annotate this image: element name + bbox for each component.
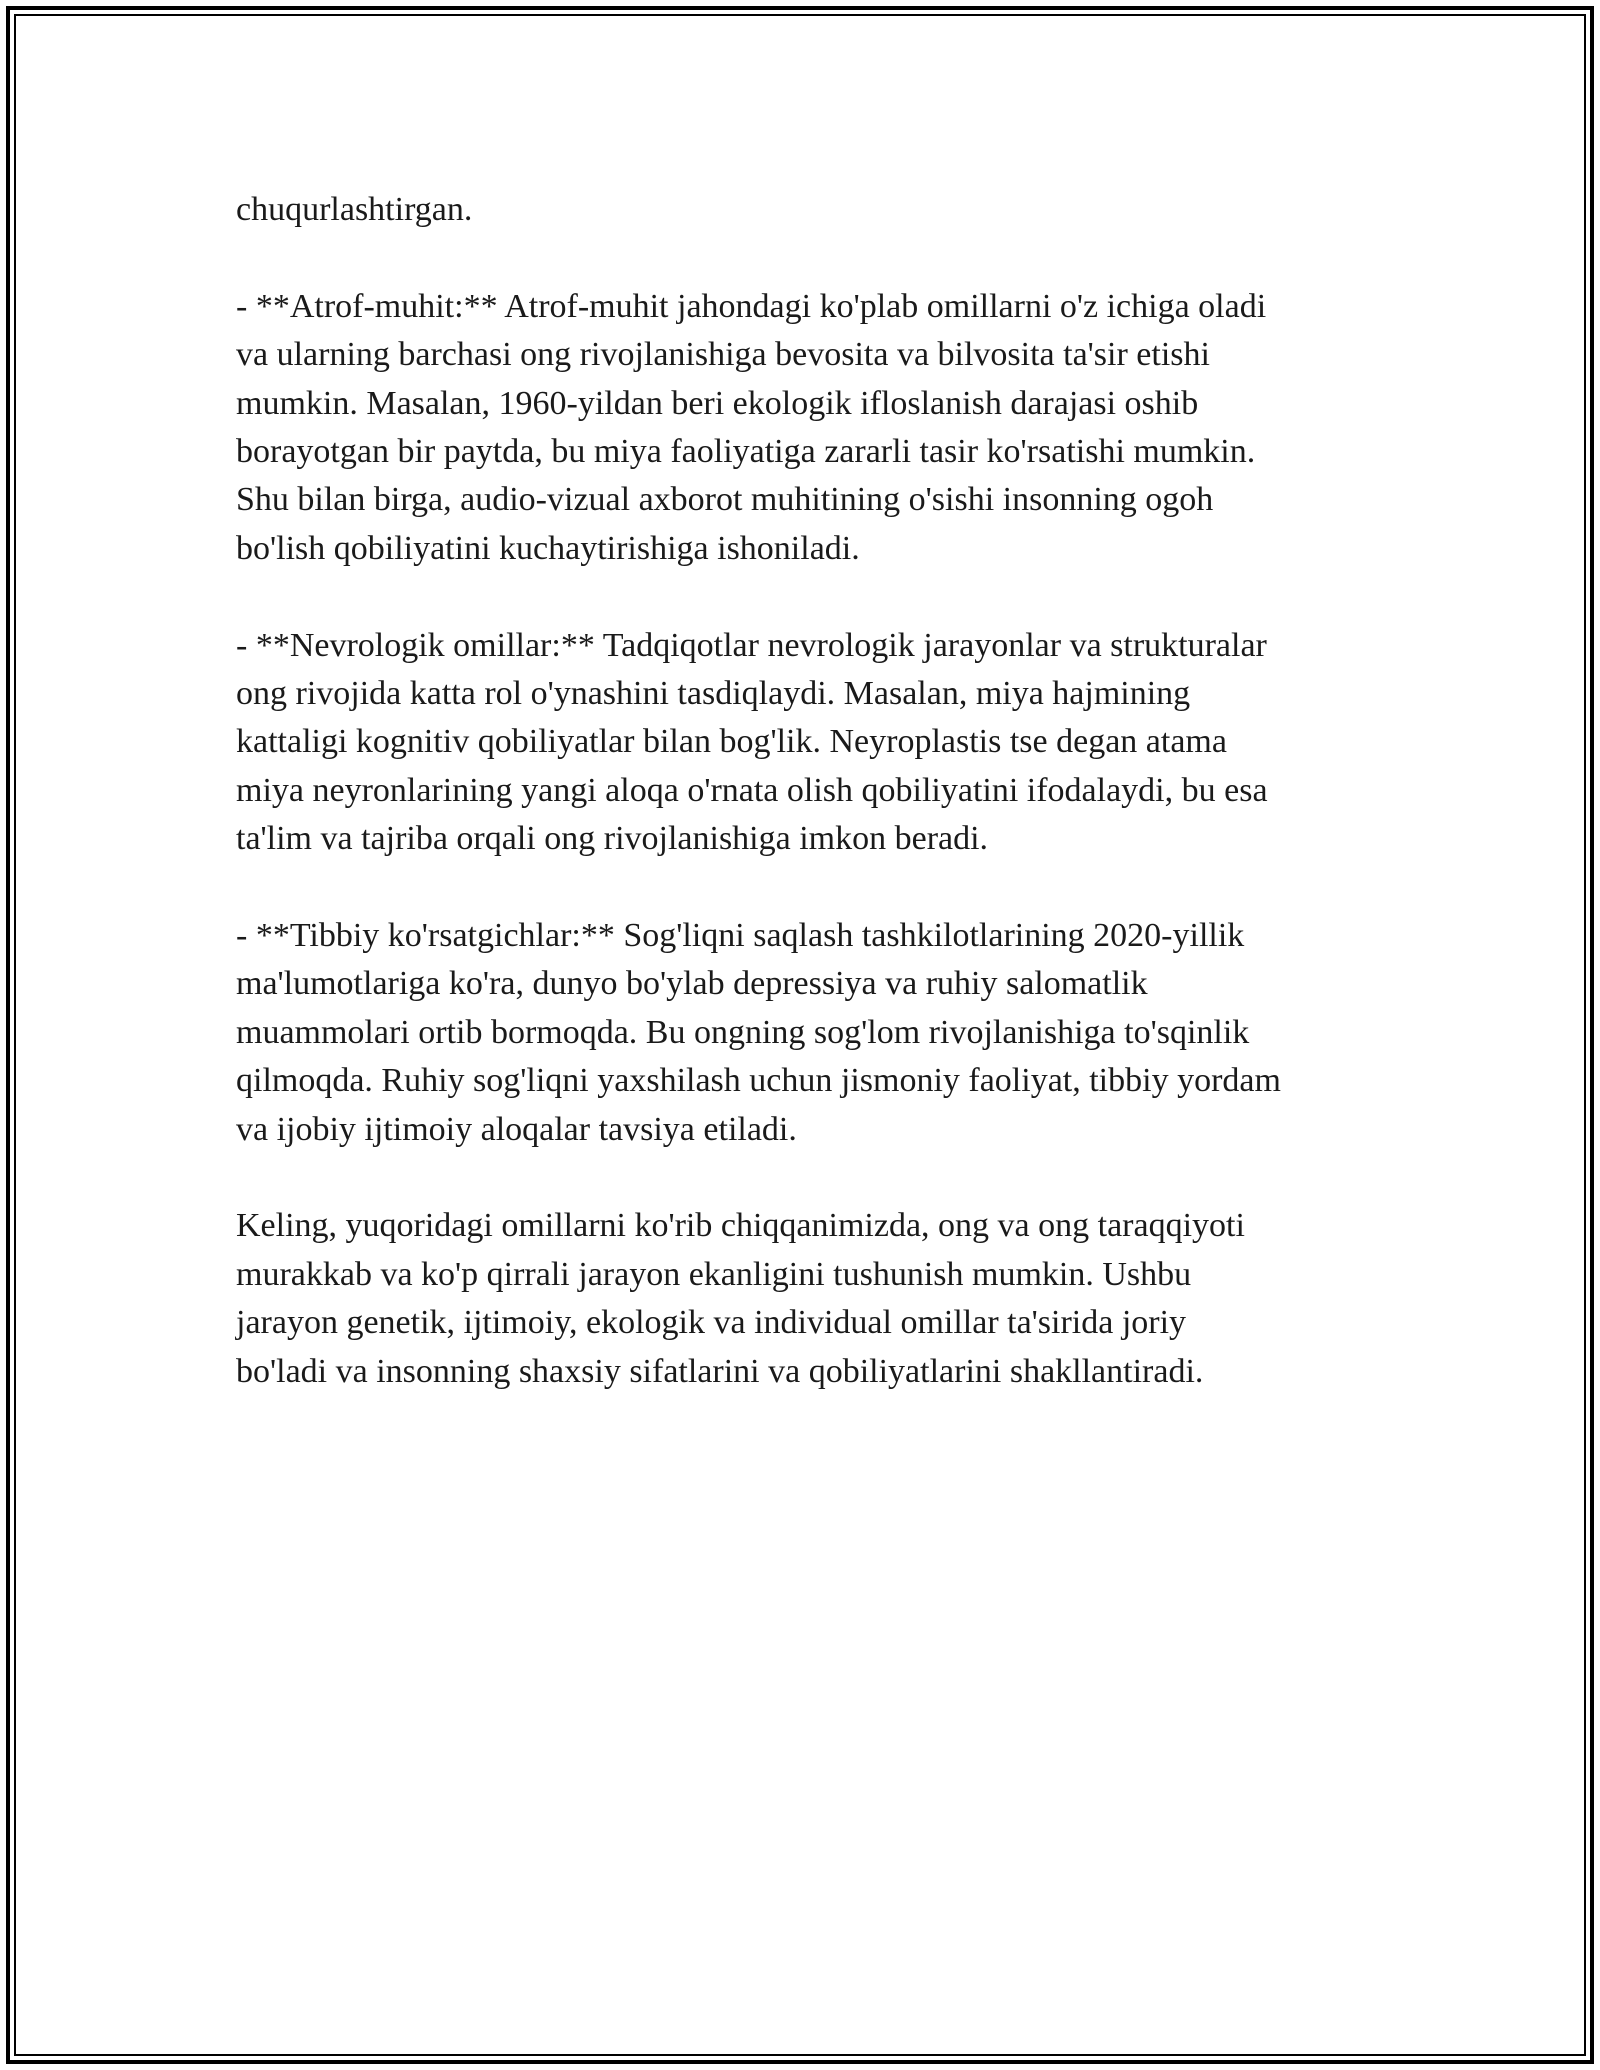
paragraph-atrof-muhit: - **Atrof-muhit:** Atrof-muhit jahondagi ko'plab omillarni o'z ichiga oladi va ularning barchasi ong rivojlanishiga bevosita va bilvosita ta'sir etishi mumkin. Masalan, 1960-yildan beri ekologik ifloslanish darajasi oshib borayotgan bir paytda, bu miya faoliyatiga zararli tasir ko'rsatishi mumkin. Shu bilan birga, audio-vizual axborot muhitining o'sishi insonning ogoh bo'lish qobiliyatini kuchaytirishiga ishoniladi. bbox=[236, 287, 1267, 567]
paragraph-nevrologik-omillar: - **Nevrologik omillar:** Tadqiqotlar nevrologik jarayonlar va strukturalar ong rivojida katta rol o'ynashini tasdiqlaydi. Masalan, miya hajmining kattaligi kognitiv qobiliyatlar bilan bog'lik. Neyroplastis tse degan atama miya neyronlarining yangi aloqa o'rnata olish qobiliyatini ifodalaydi, bu esa ta'lim va tajriba orqali ong rivojlanishiga imkon beradi. bbox=[236, 626, 1268, 858]
paragraph-conclusion: Keling, yuqoridagi omillarni ko'rib chiqqanimizda, ong va ong taraqqiyoti murakkab va ko'p qirrali jarayon ekanligini tushunish mumkin. Ushbu jarayon genetik, ijtimoiy, ekologik va individual omillar ta'sirida joriy bo'ladi va insonning shaxsiy sifatlarini va qobiliyatlarini shakllantiradi. bbox=[236, 1207, 1245, 1390]
document-body bbox=[236, 186, 1376, 1444]
paragraph-tibbiy-korsatgichlar: - **Tibbiy ko'rsatgichlar:** Sog'liqni saqlash tashkilotlarining 2020-yillik ma'lumotlariga ko'ra, dunyo bo'ylab depressiya va ruhiy salomatlik muammolari ortib bormoqda. Bu ongning sog'lom rivojlanishiga to'sqinlik qilmoqda. Ruhiy sog'liqni yaxshilash uchun jismoniy faoliyat, tibbiy yordam va ijobiy ijtimoiy aloqalar tavsiya etiladi. bbox=[236, 917, 1281, 1148]
paragraph-continuation: chuqurlashtirgan. bbox=[236, 191, 473, 228]
